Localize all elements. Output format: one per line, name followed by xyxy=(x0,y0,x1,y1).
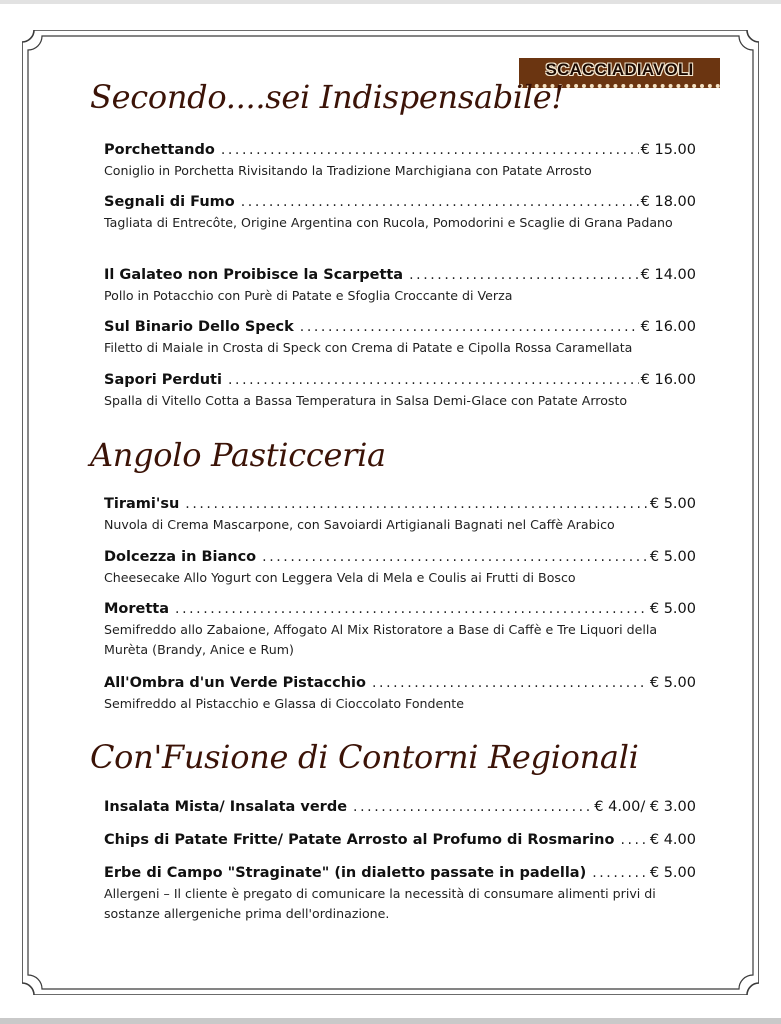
dot-leader xyxy=(620,829,647,851)
dot-leader xyxy=(241,191,639,213)
item-price: € 5.00 xyxy=(649,496,696,512)
item-price: € 5.00 xyxy=(649,549,696,565)
item-name: Il Galateo non Proibisce la Scarpetta xyxy=(104,267,404,283)
item-description: Pollo in Potacchio con Purè di Patate e Sfoglia Croccante di Verza xyxy=(104,288,513,303)
item-price: € 5.00 xyxy=(649,675,696,691)
item-name: Sul Binario Dello Speck xyxy=(104,319,294,335)
item-name: Erbe di Campo "Straginate" (in dialetto passate in padella) xyxy=(104,865,587,881)
item-price: € 16.00 xyxy=(640,319,696,335)
menu-item xyxy=(104,191,696,233)
section-title-secondi: Secondo....sei Indispensabile! xyxy=(90,78,564,116)
item-line xyxy=(104,598,696,620)
menu-item xyxy=(104,493,696,535)
item-description: Semifreddo al Pistacchio e Glassa di Cioccolato Fondente xyxy=(104,696,464,711)
item-price: € 4.00/ € 3.00 xyxy=(594,799,696,815)
menu-item xyxy=(104,139,696,181)
item-price: € 4.00 xyxy=(649,832,696,848)
item-price: € 5.00 xyxy=(649,601,696,617)
item-name: All'Ombra d'un Verde Pistacchio xyxy=(104,675,366,691)
item-line xyxy=(104,191,696,213)
section-title-contorni: Con'Fusione di Contorni Regionali xyxy=(90,738,639,776)
top-edge-rule xyxy=(0,0,781,4)
item-name: Tirami'su xyxy=(104,496,180,512)
menu-item xyxy=(104,264,696,306)
item-line xyxy=(104,493,696,515)
item-line xyxy=(104,862,696,884)
item-line xyxy=(104,316,696,338)
item-line xyxy=(104,546,696,568)
menu-item xyxy=(104,316,696,358)
dot-leader xyxy=(221,139,639,161)
item-line xyxy=(104,264,696,286)
item-price: € 14.00 xyxy=(640,267,696,283)
item-line xyxy=(104,139,696,161)
item-price: € 16.00 xyxy=(640,372,696,388)
allergen-notice: Allergeni – Il cliente è pregato di comunicare la necessità di consumare alimenti privi di sostanze allergeniche prima dell'ordinazione. xyxy=(104,886,656,921)
logo-text: SCACCIADIAVOLI xyxy=(545,60,694,79)
item-description: Spalla di Vitello Cotta a Bassa Temperatura in Salsa Demi-Glace con Patate Arrosto xyxy=(104,393,628,408)
item-price: € 18.00 xyxy=(640,194,696,210)
item-line xyxy=(104,829,696,851)
item-name: Moretta xyxy=(104,601,170,617)
item-line xyxy=(104,672,696,694)
menu-item xyxy=(104,369,696,411)
item-name: Segnali di Fumo xyxy=(104,194,235,210)
item-price: € 15.00 xyxy=(640,142,696,158)
menu-item xyxy=(104,796,696,818)
item-description: Nuvola di Crema Mascarpone, con Savoiardi Artigianali Bagnati nel Caffè Arabico xyxy=(104,517,615,532)
menu-item xyxy=(104,546,696,588)
item-description: Semifreddo allo Zabaione, Affogato Al Mix Ristoratore a Base di Caffè e Tre Liquori della Murèta (Brandy, Anice e Rum) xyxy=(104,622,658,657)
dot-leader xyxy=(300,316,639,338)
item-description: Coniglio in Porchetta Rivisitando la Tradizione Marchigiana con Patate Arrosto xyxy=(104,163,592,178)
item-name: Dolcezza in Bianco xyxy=(104,549,257,565)
menu-item xyxy=(104,829,696,851)
menu-item xyxy=(104,672,696,714)
dot-leader xyxy=(228,369,639,391)
item-name: Insalata Mista/ Insalata verde xyxy=(104,799,348,815)
dot-leader xyxy=(353,796,592,818)
dot-leader xyxy=(592,862,648,884)
item-name: Porchettando xyxy=(104,142,215,158)
dot-leader xyxy=(262,546,648,568)
menu-item xyxy=(104,598,696,660)
dot-leader xyxy=(175,598,648,620)
menu-item xyxy=(104,862,696,924)
item-price: € 5.00 xyxy=(649,865,696,881)
dot-leader xyxy=(409,264,639,286)
item-name: Sapori Perduti xyxy=(104,372,222,388)
item-line xyxy=(104,796,696,818)
item-name: Chips di Patate Fritte/ Patate Arrosto al Profumo di Rosmarino xyxy=(104,832,615,848)
item-description: Filetto di Maiale in Crosta di Speck con Crema di Patate e Cipolla Rossa Caramellata xyxy=(104,340,633,355)
section-title-pasticceria: Angolo Pasticceria xyxy=(90,436,386,474)
dot-leader xyxy=(185,493,648,515)
item-description: Tagliata di Entrecôte, Origine Argentina con Rucola, Pomodorini e Scaglie di Grana Padano xyxy=(104,215,673,230)
bottom-edge-rule xyxy=(0,1018,781,1024)
item-description: Cheesecake Allo Yogurt con Leggera Vela di Mela e Coulis ai Frutti di Bosco xyxy=(104,570,576,585)
item-line xyxy=(104,369,696,391)
dot-leader xyxy=(372,672,648,694)
